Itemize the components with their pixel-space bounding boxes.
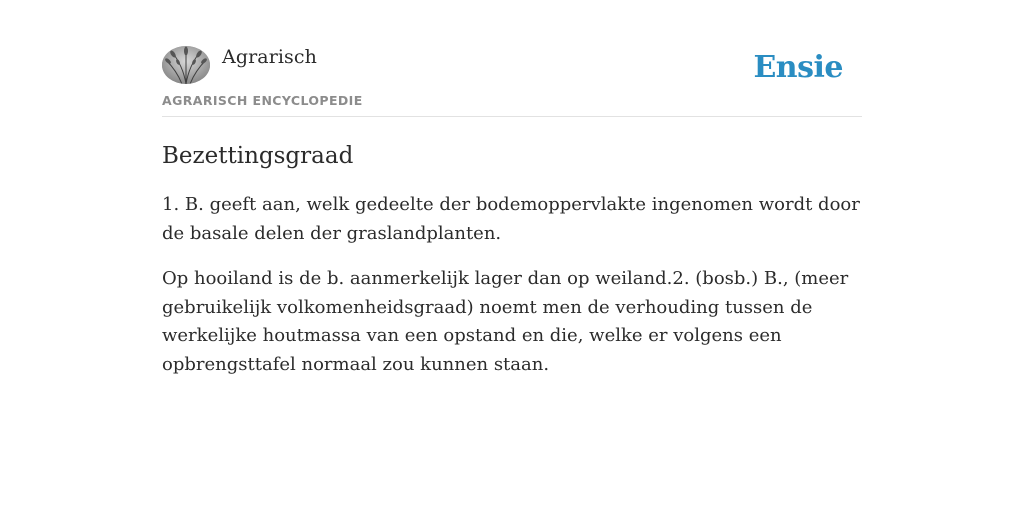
article-title: Bezettingsgraad [162, 143, 354, 169]
article-body [162, 191, 862, 379]
header [162, 46, 862, 117]
article-paragraph: 1. B. geeft aan, welk gedeelte der bodemoppervlakte ingenomen wordt door de basale delen der graslandplanten. [162, 194, 860, 244]
page [162, 0, 862, 379]
source-name-link[interactable]: Agrarisch [222, 46, 317, 68]
article-paragraph: Op hooiland is de b. aanmerkelijk lager dan op weiland.2. (bosb.) B., (meer gebruikelijk volkomenheidsgraad) noemt men de verhouding tussen de werkelijke houtmassa van een opstand en die, welke er volgens een opbrengsttafel normaal zou kunnen staan. [162, 268, 849, 375]
brand-logo-link[interactable]: Ensie [753, 50, 843, 85]
source-subtitle: AGRARISCH ENCYCLOPEDIE [162, 93, 363, 108]
wheat-icon[interactable] [162, 46, 210, 84]
